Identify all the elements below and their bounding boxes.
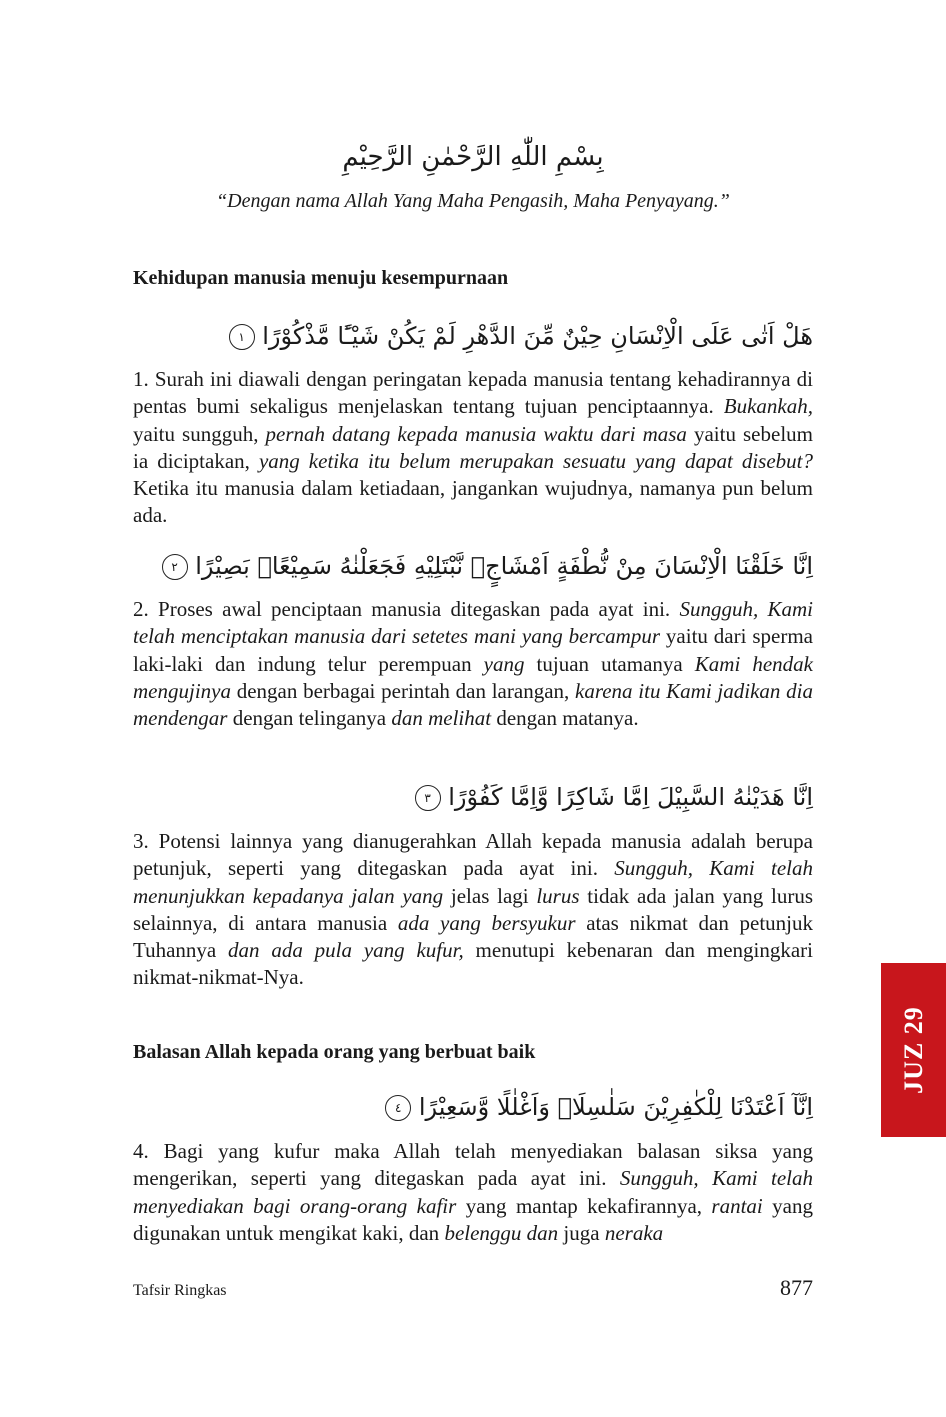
juz-side-tab <box>881 963 946 1137</box>
ayah-number-marker: ١ <box>229 324 255 350</box>
text-segment: jelas lagi <box>443 883 537 908</box>
italic-segment: yang <box>483 651 525 676</box>
paragraph-3 <box>133 828 813 992</box>
basmala-arabic: بِسْمِ اللّٰهِ الرَّحْمٰنِ الرَّحِيْمِ <box>342 142 604 172</box>
text-segment: 3. Potensi lainnya yang dianugerahkan Allah kepada manusia adalah berupa petunjuk, seperti yang ditegaskan pada ayat ini. <box>133 829 813 881</box>
verse-2 <box>158 552 813 580</box>
italic-segment: belenggu dan <box>444 1220 559 1245</box>
verse-4 <box>381 1093 813 1121</box>
text-segment: yaitu sungguh, <box>133 421 266 446</box>
verse-text: هَلْ اَتٰى عَلَى الْاِنْسَانِ حِيْنٌ مِّنَ الدَّهْرِ لَمْ يَكُنْ شَيْـًٔا مَّذْكُوْرًا <box>262 322 813 350</box>
ayah-number-marker: ٣ <box>415 785 441 811</box>
ayah-number-marker: ٢ <box>162 554 188 580</box>
text-segment: yang mantap kekafirannya, <box>456 1193 712 1218</box>
italic-segment: ada yang bersyukur <box>397 910 576 935</box>
italic-segment: lurus <box>536 883 580 908</box>
text-segment: Ketika itu manusia dalam ketiadaan, jangankan wujudnya, namanya pun belum ada. <box>133 476 813 528</box>
paragraph-1 <box>133 366 813 530</box>
footer-book-title: Tafsir Ringkas <box>133 1282 227 1299</box>
basmala-translation: “Dengan nama Allah Yang Maha Pengasih, Maha Penyayang.” <box>216 190 730 212</box>
italic-segment: Sungguh, Kami telah menyediakan bagi orang-orang kafir <box>133 1166 813 1218</box>
text-segment: 4. Bagi yang kufur maka Allah telah menyediakan balasan siksa yang mengerikan, seperti yang ditegaskan pada ayat ini. <box>133 1139 813 1191</box>
footer-page-number: 877 <box>780 1275 813 1300</box>
italic-segment: Bukankah, <box>723 394 813 419</box>
text-segment: yaitu sebelum ia diciptakan, <box>133 421 813 473</box>
italic-segment: pernah datang kepada manusia waktu dari masa <box>265 421 687 446</box>
text-segment: tujuan utamanya <box>524 651 695 676</box>
verse-text: اِنَّا هَدَيْنٰهُ السَّبِيْلَ اِمَّا شَاكِرًا وَّاِمَّا كَفُوْرًا <box>448 783 813 811</box>
text-segment: dengan berbagai perintah dan larangan, <box>230 678 575 703</box>
text-segment: tidak ada jalan yang lurus selainnya, di antara manusia <box>133 883 813 935</box>
italic-segment: Sungguh, Kami telah menunjukkan kepadanya jalan yang <box>133 856 813 908</box>
verse-3 <box>411 783 813 811</box>
italic-segment: dan ada pula yang kufur, <box>228 938 464 963</box>
juz-label: JUZ 29 <box>898 1006 928 1094</box>
text-segment: atas nikmat dan petunjuk Tuhannya <box>133 910 813 963</box>
text-segment: menutupi kebenaran dan mengingkari nikmat-nikmat-Nya. <box>133 938 814 990</box>
text-segment: juga <box>558 1220 605 1245</box>
verse-text: اِنَّا خَلَقْنَا الْاِنْسَانَ مِنْ نُّطْفَةٍ اَمْشَاجٍۖ نَّبْتَلِيْهِ فَجَعَلْنٰهُ سَمِيْعًاۢ بَصِيْرًا <box>195 552 813 580</box>
verse-text: اِنَّآ اَعْتَدْنَا لِلْكٰفِرِيْنَ سَلٰسِلَا۟ وَاَغْلٰلًا وَّسَعِيْرًا <box>418 1093 813 1121</box>
italic-segment: Kami hendak mengujinya <box>133 651 813 703</box>
text-segment: 2. Proses awal penciptaan manusia ditegaskan pada ayat ini. <box>133 597 680 621</box>
italic-segment: karena itu Kami jadikan dia mendengar <box>133 678 813 731</box>
paragraph-2 <box>133 596 813 732</box>
italic-segment: yang ketika itu belum merupakan sesuatu yang dapat disebut? <box>258 448 813 473</box>
section-heading-2: Balasan Allah kepada orang yang berbuat baik <box>133 1041 536 1063</box>
text-segment: dengan matanya. <box>491 706 639 731</box>
verse-1 <box>225 322 813 350</box>
ayah-number-marker: ٤ <box>385 1095 411 1121</box>
paragraph-4 <box>133 1138 813 1247</box>
text-segment: 1. Surah ini diawali dengan peringatan kepada manusia tentang kehadirannya di pentas bumi sekaligus menjelaskan tentang tujuan penciptaannya. <box>133 367 813 419</box>
text-segment: dengan telinganya <box>227 706 392 731</box>
italic-segment: Sungguh, Kami telah menciptakan manusia dari setetes mani yang bercampur <box>133 597 813 649</box>
italic-segment: dan melihat <box>391 706 492 731</box>
text-segment: yaitu dari sperma laki-laki dan indung telur perempuan <box>133 624 814 676</box>
section-heading-1: Kehidupan manusia menuju kesempurnaan <box>133 267 509 289</box>
text-segment: yang digunakan untuk mengikat kaki, dan <box>133 1193 813 1245</box>
italic-segment: neraka <box>604 1220 664 1245</box>
italic-segment: rantai <box>711 1193 763 1218</box>
